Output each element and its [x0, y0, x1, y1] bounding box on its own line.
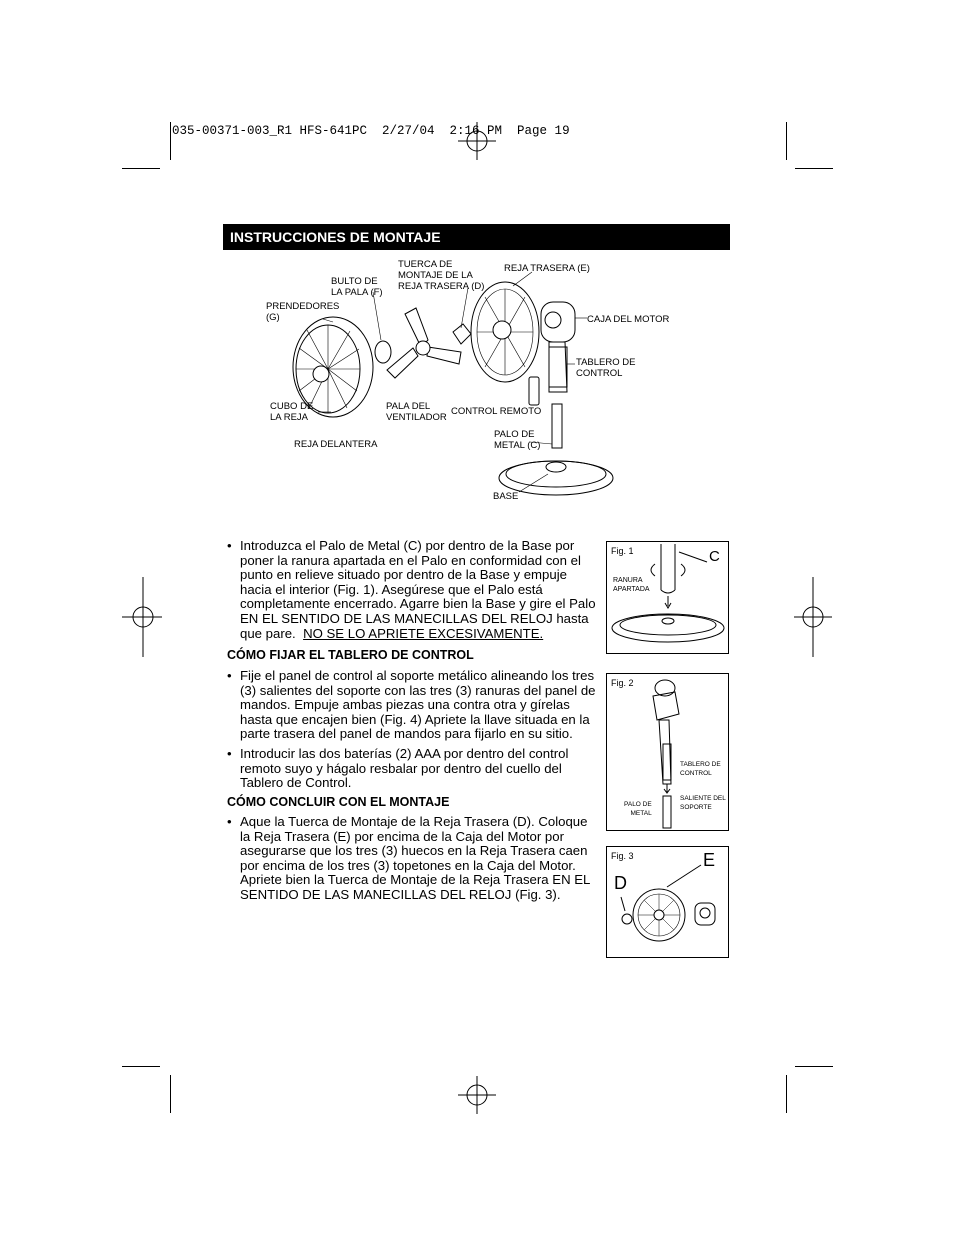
bullet-1-warning: NO SE LO APRIETE EXCESIVAMENTE.	[303, 625, 544, 641]
fig-1-label: Fig. 1	[611, 546, 634, 556]
fig-3-letter-d: D	[614, 873, 627, 893]
label-caja-motor: CAJA DEL MOTOR	[587, 314, 670, 325]
label-cubo: CUBO DE LA REJA	[270, 401, 314, 423]
label-bulto: BULTO DE LA PALA (F)	[331, 276, 383, 298]
bullet-1-text: Introduzca el Palo de Metal (C) por dentro de la Base por poner la ranura apartada en el Palo en conformidad con el punto en relieve situado por dentro de la Base y empuje hacia el interior (Fig. 1). Asegúrese que el Palo está completamente encerrado. Agarre bien la Base y gire el Palo EN EL SENTIDO DE LAS MANECILLAS DEL RELOJ hasta que pare.	[240, 538, 596, 641]
subhead-tablero: CÓMO FIJAR EL TABLERO DE CONTROL	[227, 648, 474, 662]
print-header: 035-00371-003_R1 HFS-641PC 2/27/04 2:16 PM Page 19	[172, 124, 570, 138]
instruction-bullet-1: • Introduzca el Palo de Metal (C) por dentro de la Base por poner la ranura apartada en el Palo en conformidad con el punto en relieve situado por dentro de la Base y empuje hacia el interior (Fig. 1). Asegúrese que el Palo está completamente encerrado. Agarre bien la Base y gire el Palo EN EL SENTIDO DE LAS MANECILLAS DEL RELOJ hasta que pare. NO SE LO APRIETE EXCESIVAMENTE.	[227, 538, 596, 641]
fig-2-drawing	[607, 674, 728, 830]
label-palo: PALO DE METAL (C)	[494, 429, 541, 451]
label-reja-trasera: REJA TRASERA (E)	[504, 263, 590, 274]
section-title: INSTRUCCIONES DE MONTAJE	[223, 224, 730, 250]
fig-1-drawing	[607, 542, 728, 653]
instruction-bullet-4: • Aque la Tuerca de Montaje de la Reja Trasera (D). Coloque la Reja Trasera (E) por encima de la Caja del Motor por asegurarse que los tres (3) huecos en la Reja Trasera caen por encima de los tres (3) topetones en la Caja del Motor. Apriete bien la Tuerca de Montaje de la Reja Trasera EN EL SENTIDO DE LAS MANECILLAS DEL RELOJ (Fig. 3).	[227, 815, 599, 903]
label-control-remoto: CONTROL REMOTO	[451, 406, 542, 417]
fig-2-palo: PALO DE METAL	[624, 801, 652, 817]
fig-3-drawing	[607, 847, 728, 957]
fig-2-saliente: SALIENTE DEL SOPORTE	[680, 795, 726, 811]
fig-1-letter: C	[709, 548, 720, 565]
instruction-bullet-3: • Introducir las dos baterías (2) AAA por dentro del control remoto suyo y hágalo resbalar por dentro del cuello del Tablero de Control.	[227, 747, 599, 791]
subhead-concluir: CÓMO CONCLUIR CON EL MONTAJE	[227, 795, 450, 809]
label-tablero: TABLERO DE CONTROL	[576, 357, 636, 379]
figure-2	[606, 673, 729, 831]
fig-3-letter-e: E	[703, 850, 716, 870]
bullet-4-text: Aque la Tuerca de Montaje de la Reja Trasera (D). Coloque la Reja Trasera (E) por encima de la Caja del Motor por asegurarse que los tres (3) huecos en la Reja Trasera caen por encima de los tres (3) topetones en la Caja del Motor. Apriete bien la Tuerca de Montaje de la Reja Trasera EN EL SENTIDO DE LAS MANECILLAS DEL RELOJ (Fig. 3).	[240, 814, 590, 902]
label-tuerca: TUERCA DE MONTAJE DE LA REJA TRASERA (D)	[398, 259, 485, 292]
fig-3-label: Fig. 3	[611, 851, 634, 861]
label-reja-delantera: REJA DELANTERA	[294, 439, 378, 450]
fig-2-tablero: TABLERO DE CONTROL	[680, 761, 721, 777]
fig-1-ranura: RANURA APARTADA	[613, 577, 650, 593]
label-pala: PALA DEL VENTILADOR	[386, 401, 447, 423]
label-base: BASE	[493, 491, 519, 502]
label-prendedores: PRENDEDORES (G)	[266, 301, 340, 323]
instruction-bullet-2: • Fije el panel de control al soporte metálico alineando los tres (3) salientes del soporte con las tres (3) ranuras del panel de mandos. Empuje ambas piezas una contra otra y gírelas hasta que encajen bien (Fig. 4) Apriete la llave situada en la parte trasera del panel de mandos para fijarlo en su sitio.	[227, 669, 599, 742]
bullet-3-text: Introducir las dos baterías (2) AAA por dentro del control remoto suyo y hágalo resbalar por dentro del cuello del Tablero de Control.	[240, 746, 569, 791]
figure-1	[606, 541, 729, 654]
fig-2-label: Fig. 2	[611, 678, 634, 688]
figure-3	[606, 846, 729, 958]
bullet-2-text: Fije el panel de control al soporte metálico alineando los tres (3) salientes del soporte con las tres (3) ranuras del panel de mandos. Empuje ambas piezas una contra otra y gírelas hasta que encajen bien (Fig. 4) Apriete la llave situada en la parte trasera del panel de mandos para fijarlo en su sitio.	[240, 668, 596, 742]
